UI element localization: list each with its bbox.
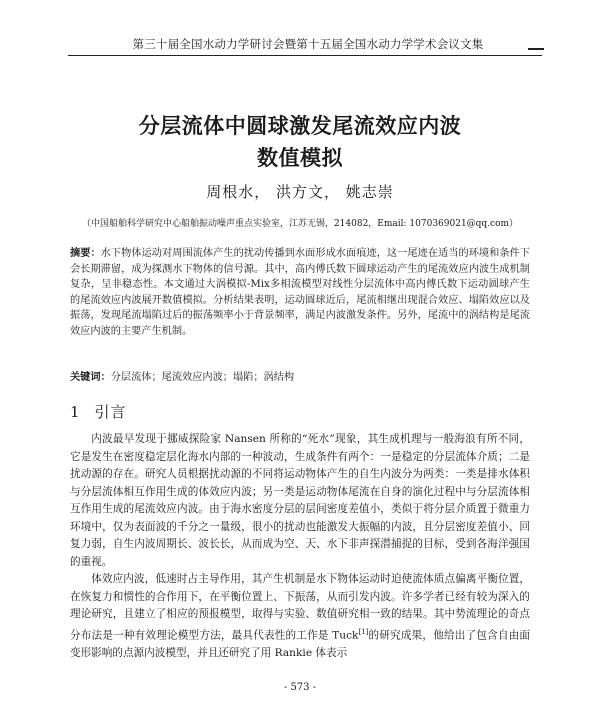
page-number: - 573 - bbox=[283, 682, 317, 693]
paper-title bbox=[60, 110, 540, 174]
section-heading bbox=[70, 401, 127, 422]
title-line-2: 数值模拟 bbox=[257, 146, 343, 170]
paragraph-text: 体效应内波，低速时占主导作用，其产生机制是水下物体运动时迫使流体质点偏离平衡位置，在恢复力和惯性的合作用下，在平衡位置上、下振荡，从而引发内波。许多学者已经有较为深入的理论研究，且建立了相应的预报模型，取得与实验、数值研究相一致的结果。其中势流理论的奇点分布法是一种有效理论模型方法，最具代表性的工作是 Tuck bbox=[70, 573, 530, 642]
paragraph bbox=[70, 571, 530, 662]
section-number: 1 bbox=[70, 403, 81, 421]
keywords bbox=[70, 368, 530, 383]
abstract bbox=[70, 246, 530, 339]
paragraph-text: 的研究成果，他给出了包含自由面变形影响的点源内波模型，并且还研究了用 Rankie 体表示 bbox=[70, 629, 531, 659]
citation-ref[interactable]: [1] bbox=[358, 627, 369, 636]
affiliation: （中国船舶科学研究中心船舶振动噪声重点实验室，江苏无锡，214082，Email: 1070369021@qq.com） bbox=[81, 219, 519, 229]
abstract-text: 水下物体运动对周围流体产生的扰动传播到水面形成水面痕迹，这一尾迹在适当的环境和条件下会长期滞留，成为探测水下物体的信号源。其中，高内傅氏数下圆球运动产生的尾流效应内波生成机制复杂，呈非稳态性。本文通过大涡模拟-Mix多相流模型对线性分层流体中高内傅氏数下运动圆球产生的尾流效应内波展开数值模拟。分析结果表明，运动圆球近后，尾流相继出现混合效应、塌陷效应以及振荡，发现尾流塌陷过后的振荡频率小于背景频率，满足内波激发条件。另外，尾流中的涡结构是尾流效应内波的主要产生机制。 bbox=[70, 248, 530, 337]
keywords-text: 分层流体；尾流效应内波；塌陷；涡结构 bbox=[110, 372, 295, 383]
paragraph: 内波最早发现于挪威探险家 Nansen 所称的“死水”现象，其生成机理与一般海浪有所不同，它是发生在密度稳定层化海水内部的一种波动，生成条件有两个：一是稳定的分层流体介质；二是扰动源的存在。研究人员根据扰动源的不同将运动物体产生的自生内波分为两类：一类是排水体积与分层流体相互作用生成的体效应内波；另一类是运动物体尾流在自身的演化过程中与分层流体相互作用生成的尾流效应内波。由于海水密度分层的层间密度差值小，类似于将分层介质置于微重力环境中，仅为表面波的千分之一量级，很小的扰动也能激发大振幅的内波，且分层密度差值小、回复力弱，自生内波周期长、波长长，从而成为空、天、水下非声探潜捕捉的目标，受到各海洋强国的重视。 bbox=[70, 433, 530, 568]
title-line-1: 分层流体中圆球激发尾流效应内波 bbox=[138, 114, 462, 138]
section-title: 引言 bbox=[94, 403, 127, 421]
header-tick-mark bbox=[528, 48, 544, 50]
running-header: 第三十届全国水动力学研讨会暨第十五届全国水动力学学术会议文集 bbox=[132, 37, 484, 51]
authors: 周根水， 洪方文， 姚志崇 bbox=[206, 183, 394, 201]
keywords-label: 关键词： bbox=[70, 371, 111, 383]
body-text bbox=[70, 431, 530, 662]
abstract-label: 摘要： bbox=[70, 247, 101, 259]
header-rule bbox=[68, 55, 542, 56]
